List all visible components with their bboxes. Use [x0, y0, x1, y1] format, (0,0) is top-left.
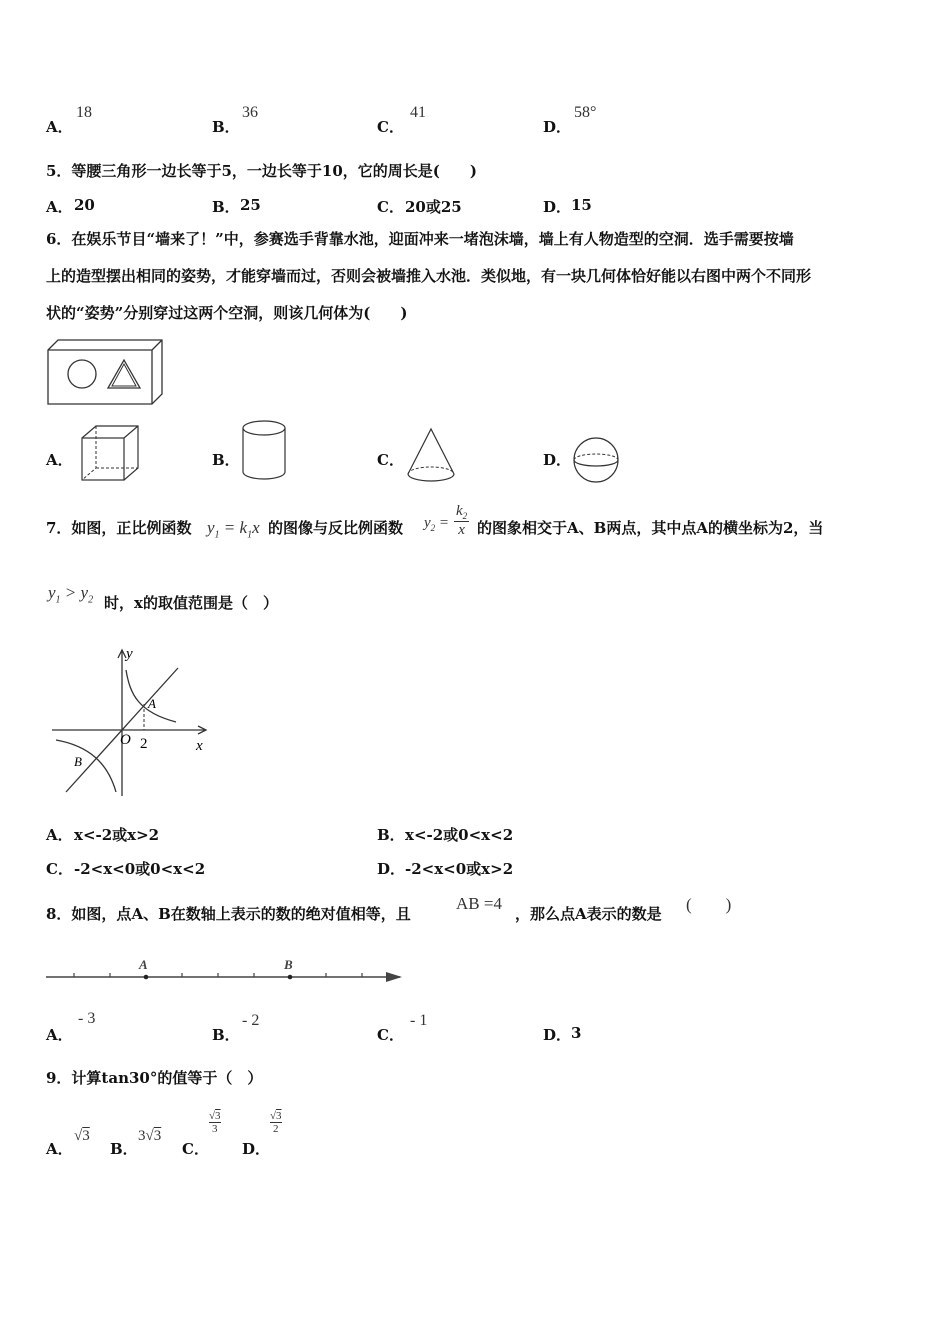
q8-option-b-letter: B． — [212, 1026, 240, 1044]
q7-text-4: 时，x的取值范围是（ ） — [104, 594, 278, 612]
q6-line-2: 上的造型摆出相同的姿势，才能穿墙而过，否则会被墙推入水池．类似地，有一块几何体恰好能以右图中两个不同形 — [46, 267, 812, 285]
q7-text-3: 的图象相交于A、B两点，其中点A的横坐标为2，当 — [477, 519, 824, 537]
q7-formula-y2-fraction: $k_2$ x — [456, 503, 468, 538]
cone-icon — [404, 426, 458, 484]
q4-option-b-value: 36 — [242, 104, 258, 121]
q7-formula-y1: $y_1 = k_1x$ — [207, 518, 260, 541]
q7-option-b-text: x<-2或0<x<2 — [405, 826, 514, 844]
number-line-point-a: A — [139, 957, 148, 972]
graph-x-label: x — [196, 738, 203, 754]
q4-option-c-value: 41 — [410, 104, 426, 121]
q6-option-c-letter: C． — [377, 451, 404, 469]
q9-option-a-letter: A． — [46, 1140, 73, 1158]
q4-option-c-letter: C． — [377, 118, 404, 136]
q9-stem: 9．计算tan30°的值等于（ ） — [46, 1069, 263, 1087]
q7-function-graph — [46, 642, 216, 802]
q8-option-b-value: - 2 — [242, 1012, 260, 1029]
q9-option-b-value: 3√3 — [138, 1128, 162, 1144]
q6-option-d-letter: D． — [543, 451, 572, 469]
q5-stem: 5．等腰三角形一边长等于5，一边长等于10，它的周长是( ) — [46, 162, 477, 180]
q5-option-d-value: 15 — [571, 196, 592, 214]
q6-option-a-letter: A． — [46, 451, 73, 469]
q4-option-a-letter: A． — [46, 118, 73, 136]
number-line — [44, 952, 406, 986]
q8-option-d-value: 3 — [571, 1024, 582, 1042]
cube-icon — [80, 424, 142, 484]
q6-line-3: 状的“姿势”分别穿过这两个空洞，则该几何体为( ) — [46, 304, 408, 322]
number-line-point-b: B — [284, 957, 293, 972]
q6-line-1: 6．在娱乐节目“墙来了！”中，参赛选手背靠水池，迎面冲来一堵泡沫墙，墙上有人物造型的空洞．选手需要按墙 — [46, 230, 794, 248]
sphere-icon — [572, 436, 622, 486]
cylinder-icon — [240, 418, 290, 484]
graph-point-a-label: A — [148, 696, 156, 711]
q8-answer-paren: ( ) — [686, 895, 732, 914]
graph-tick-label: 2 — [140, 736, 148, 752]
q9-option-c-fraction: √3 3 — [209, 1110, 221, 1135]
q7-formula-y2: $y_2$ = — [424, 515, 450, 533]
q7-option-a-text: x<-2或x>2 — [74, 826, 160, 844]
q8-option-a-value: - 3 — [78, 1010, 96, 1027]
q9-option-b-letter: B． — [110, 1140, 138, 1158]
q9-option-d-letter: D． — [242, 1140, 271, 1158]
q5-option-c-value: 20或25 — [405, 198, 462, 216]
q4-option-d-letter: D． — [543, 118, 572, 136]
q4-option-b-letter: B． — [212, 118, 240, 136]
q5-option-b-value: 25 — [240, 196, 261, 214]
q6-option-b-letter: B． — [212, 451, 240, 469]
q8-text-1: 8．如图，点A、B在数轴上表示的数的绝对值相等，且 — [46, 905, 411, 923]
wall-with-holes-figure — [46, 338, 166, 406]
q8-option-d-letter: D． — [543, 1026, 572, 1044]
q4-option-a-value: 18 — [76, 104, 92, 121]
q7-text-1: 7．如图，正比例函数 — [46, 519, 192, 537]
q8-text-2: ，那么点A表示的数是 — [515, 905, 662, 923]
q7-option-b-letter: B． — [377, 826, 405, 844]
q9-option-d-fraction: √3 2 — [270, 1110, 282, 1135]
graph-point-b-label: B — [74, 754, 82, 769]
q8-option-a-letter: A． — [46, 1026, 73, 1044]
q7-option-d-letter: D． — [377, 860, 406, 878]
q9-option-c-letter: C． — [182, 1140, 209, 1158]
q7-option-a-letter: A． — [46, 826, 73, 844]
graph-origin-label: O — [120, 732, 131, 748]
q7-option-c-text: -2<x<0或0<x<2 — [74, 860, 206, 878]
q9-option-a-sqrt: √3 — [74, 1128, 90, 1144]
q7-option-c-letter: C． — [46, 860, 73, 878]
q8-option-c-value: - 1 — [410, 1012, 428, 1029]
graph-y-label: y — [126, 646, 133, 662]
q5-option-d-letter: D． — [543, 198, 572, 216]
q7-option-d-text: -2<x<0或x>2 — [405, 860, 514, 878]
q7-condition: $y_1 > y_2$ — [48, 583, 94, 606]
q5-option-a-value: 20 — [74, 196, 95, 214]
q8-option-c-letter: C． — [377, 1026, 404, 1044]
q5-option-c-letter: C． — [377, 198, 404, 216]
q4-option-d-value: 58° — [574, 104, 597, 121]
q7-text-2: 的图像与反比例函数 — [268, 519, 404, 537]
q5-option-b-letter: B． — [212, 198, 240, 216]
q5-option-a-letter: A． — [46, 198, 73, 216]
q8-math: AB =4 — [456, 894, 502, 913]
